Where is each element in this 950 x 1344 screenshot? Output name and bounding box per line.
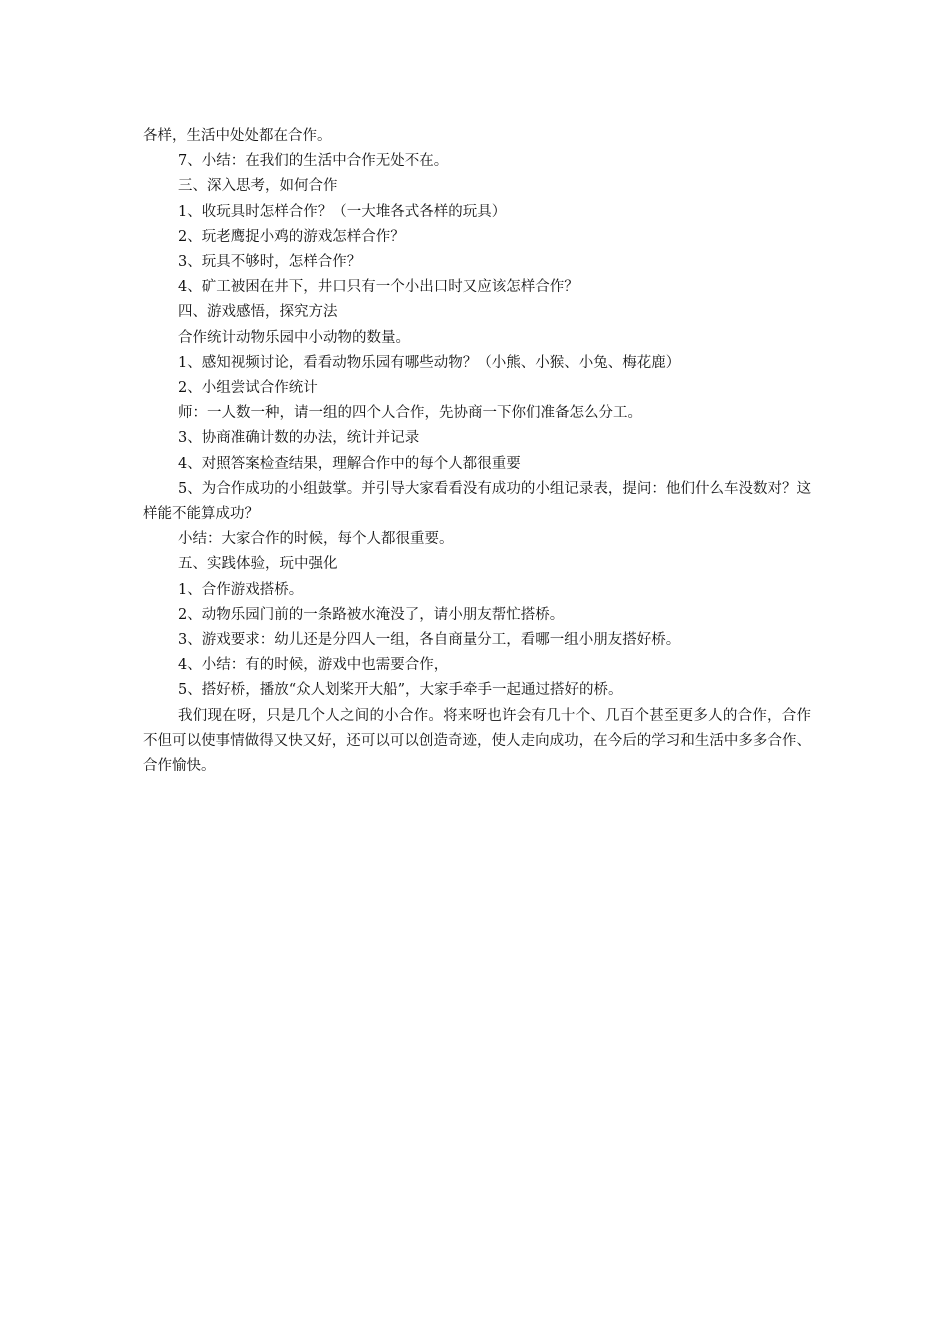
paragraph: 3、玩具不够时，怎样合作？ [178, 254, 362, 271]
paragraph: 小结：大家合作的时候，每个人都很重要。 [178, 531, 454, 548]
section-heading: 五、实践体验，玩中强化 [178, 556, 338, 573]
paragraph: 2、小组尝试合作统计 [178, 380, 318, 397]
paragraph: 4、矿工被困在井下，井口只有一个小出口时又应该怎样合作？ [178, 279, 579, 296]
paragraph: 合作统计动物乐园中小动物的数量。 [178, 329, 410, 346]
paragraph: 师：一人数一种，请一组的四个人合作，先协商一下你们准备怎么分工。 [178, 405, 642, 422]
paragraph: 7、小结：在我们的生活中合作无处不在。 [178, 153, 449, 170]
paragraph: 4、对照答案检查结果，理解合作中的每个人都很重要 [178, 455, 521, 472]
paragraph: 5、搭好桥，播放“众人划桨开大船”，大家手牵手一起通过搭好的桥。 [178, 682, 623, 699]
paragraph: 1、收玩具时怎样合作？（一大堆各式各样的玩具） [178, 203, 507, 220]
section-heading: 四、游戏感悟，探究方法 [178, 304, 338, 321]
paragraph: 2、玩老鹰捉小鸡的游戏怎样合作？ [178, 228, 405, 245]
paragraph: 1、合作游戏搭桥。 [178, 581, 304, 598]
paragraph: 3、协商准确计数的办法，统计并记录 [178, 430, 420, 447]
paragraph: 各样，生活中处处都在合作。 [143, 128, 332, 144]
paragraph: 1、感知视频讨论，看看动物乐园有哪些动物？（小熊、小猴、小兔、梅花鹿） [178, 354, 681, 371]
paragraph: 5、为合作成功的小组鼓掌。并引导大家看看没有成功的小组记录表，提问：他们什么车没数对？这样能不能算成功？ [143, 480, 811, 523]
document-body [143, 124, 811, 779]
paragraph: 3、游戏要求：幼儿还是分四人一组，各自商量分工，看哪一组小朋友搭好桥。 [178, 632, 681, 649]
closing-paragraph: 我们现在呀，只是几个人之间的小合作。将来呀也许会有几十个、几百个甚至更多人的合作，合作不但可以使事情做得又快又好，还可以可以创造奇迹，使人走向成功，在今后的学习和生活中多多合作、合作愉快。 [143, 707, 811, 775]
section-heading: 三、深入思考，如何合作 [178, 178, 338, 195]
paragraph: 2、动物乐园门前的一条路被水淹没了，请小朋友帮忙搭桥。 [178, 606, 565, 623]
paragraph: 4、小结：有的时候，游戏中也需要合作， [178, 657, 449, 674]
